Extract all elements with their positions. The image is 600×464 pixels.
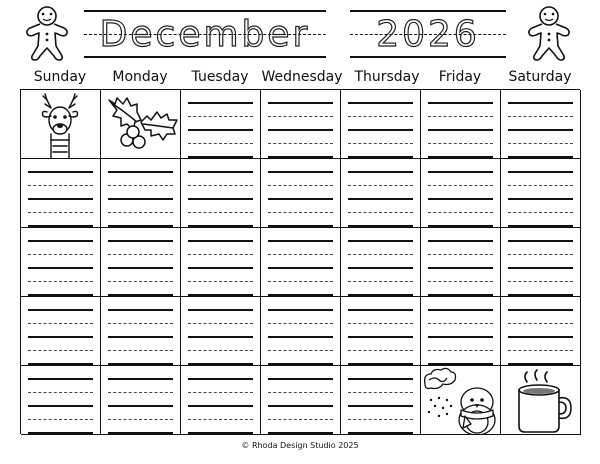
reindeer-icon <box>21 90 100 158</box>
handwriting-lines <box>348 171 413 227</box>
calendar-day-cell <box>501 228 581 297</box>
calendar-day-cell <box>101 297 181 366</box>
handwriting-lines <box>108 171 173 227</box>
calendar-day-cell <box>181 228 261 297</box>
year-title <box>350 10 506 58</box>
handwriting-lines <box>428 309 493 365</box>
calendar-day-cell <box>501 90 581 159</box>
copyright-footer: © Rhoda Design Studio 2025 <box>241 441 359 450</box>
handwriting-lines <box>188 240 253 296</box>
handwriting-lines <box>508 309 573 365</box>
calendar-day-cell <box>261 366 341 435</box>
handwriting-lines <box>348 309 413 365</box>
calendar-day-cell <box>341 297 421 366</box>
handwriting-lines <box>428 171 493 227</box>
month-title <box>84 10 326 58</box>
handwriting-lines <box>268 309 333 365</box>
handwriting-lines <box>268 240 333 296</box>
calendar-day-cell <box>21 228 101 297</box>
calendar-day-cell <box>261 159 341 228</box>
handwriting-lines <box>348 378 413 434</box>
handwriting-lines <box>428 102 493 158</box>
hot-cocoa-icon <box>501 366 580 434</box>
calendar-day-cell <box>261 90 341 159</box>
calendar-day-cell <box>501 159 581 228</box>
handwriting-lines <box>188 309 253 365</box>
weekday-sunday: Sunday <box>33 69 87 85</box>
year-number: 2026 <box>376 14 480 55</box>
handwriting-lines <box>508 171 573 227</box>
calendar-day-cell <box>101 159 181 228</box>
handwriting-lines <box>268 378 333 434</box>
calendar-day-cell <box>181 159 261 228</box>
weekday-friday: Friday <box>438 69 482 85</box>
calendar-day-cell <box>101 90 181 159</box>
holly-icon <box>101 90 180 158</box>
penguin-snow-icon <box>421 366 500 434</box>
calendar-day-cell <box>261 228 341 297</box>
gingerbread-man-icon <box>524 4 574 62</box>
handwriting-lines <box>28 240 93 296</box>
calendar-day-cell <box>101 228 181 297</box>
calendar-day-cell <box>421 159 501 228</box>
gingerbread-man-icon <box>22 4 72 62</box>
calendar-day-cell <box>261 297 341 366</box>
handwriting-lines <box>28 171 93 227</box>
calendar-day-cell <box>421 297 501 366</box>
calendar-day-cell <box>421 228 501 297</box>
calendar-day-cell <box>21 366 101 435</box>
calendar-day-cell <box>181 90 261 159</box>
handwriting-lines <box>348 102 413 158</box>
handwriting-lines <box>108 378 173 434</box>
calendar-day-cell <box>341 159 421 228</box>
weekday-saturday: Saturday <box>508 69 572 85</box>
handwriting-lines <box>108 240 173 296</box>
handwriting-lines <box>508 102 573 158</box>
calendar-day-cell <box>341 366 421 435</box>
handwriting-lines <box>188 171 253 227</box>
calendar-header <box>0 0 600 66</box>
calendar-day-cell <box>501 297 581 366</box>
calendar-day-cell <box>101 366 181 435</box>
weekday-header-row <box>20 66 590 88</box>
calendar-day-cell <box>501 366 581 435</box>
handwriting-lines <box>348 240 413 296</box>
calendar-day-cell <box>181 366 261 435</box>
weekday-monday: Monday <box>112 69 168 85</box>
calendar-day-cell <box>181 297 261 366</box>
handwriting-lines <box>28 378 93 434</box>
weekday-tuesday: Tuesday <box>191 69 249 85</box>
handwriting-lines <box>428 240 493 296</box>
calendar-day-cell <box>421 366 501 435</box>
handwriting-lines <box>268 102 333 158</box>
handwriting-lines <box>28 309 93 365</box>
calendar-day-cell <box>21 90 101 159</box>
calendar-day-cell <box>341 228 421 297</box>
handwriting-lines <box>188 378 253 434</box>
calendar-day-cell <box>421 90 501 159</box>
calendar-day-cell <box>21 159 101 228</box>
handwriting-lines <box>508 240 573 296</box>
handwriting-lines <box>108 309 173 365</box>
weekday-wednesday: Wednesday <box>261 69 343 85</box>
month-name: December <box>99 14 311 55</box>
calendar-day-cell <box>341 90 421 159</box>
weekday-thursday: Thursday <box>354 69 420 85</box>
handwriting-lines <box>268 171 333 227</box>
calendar-day-cell <box>21 297 101 366</box>
handwriting-lines <box>188 102 253 158</box>
calendar-grid <box>20 89 580 434</box>
